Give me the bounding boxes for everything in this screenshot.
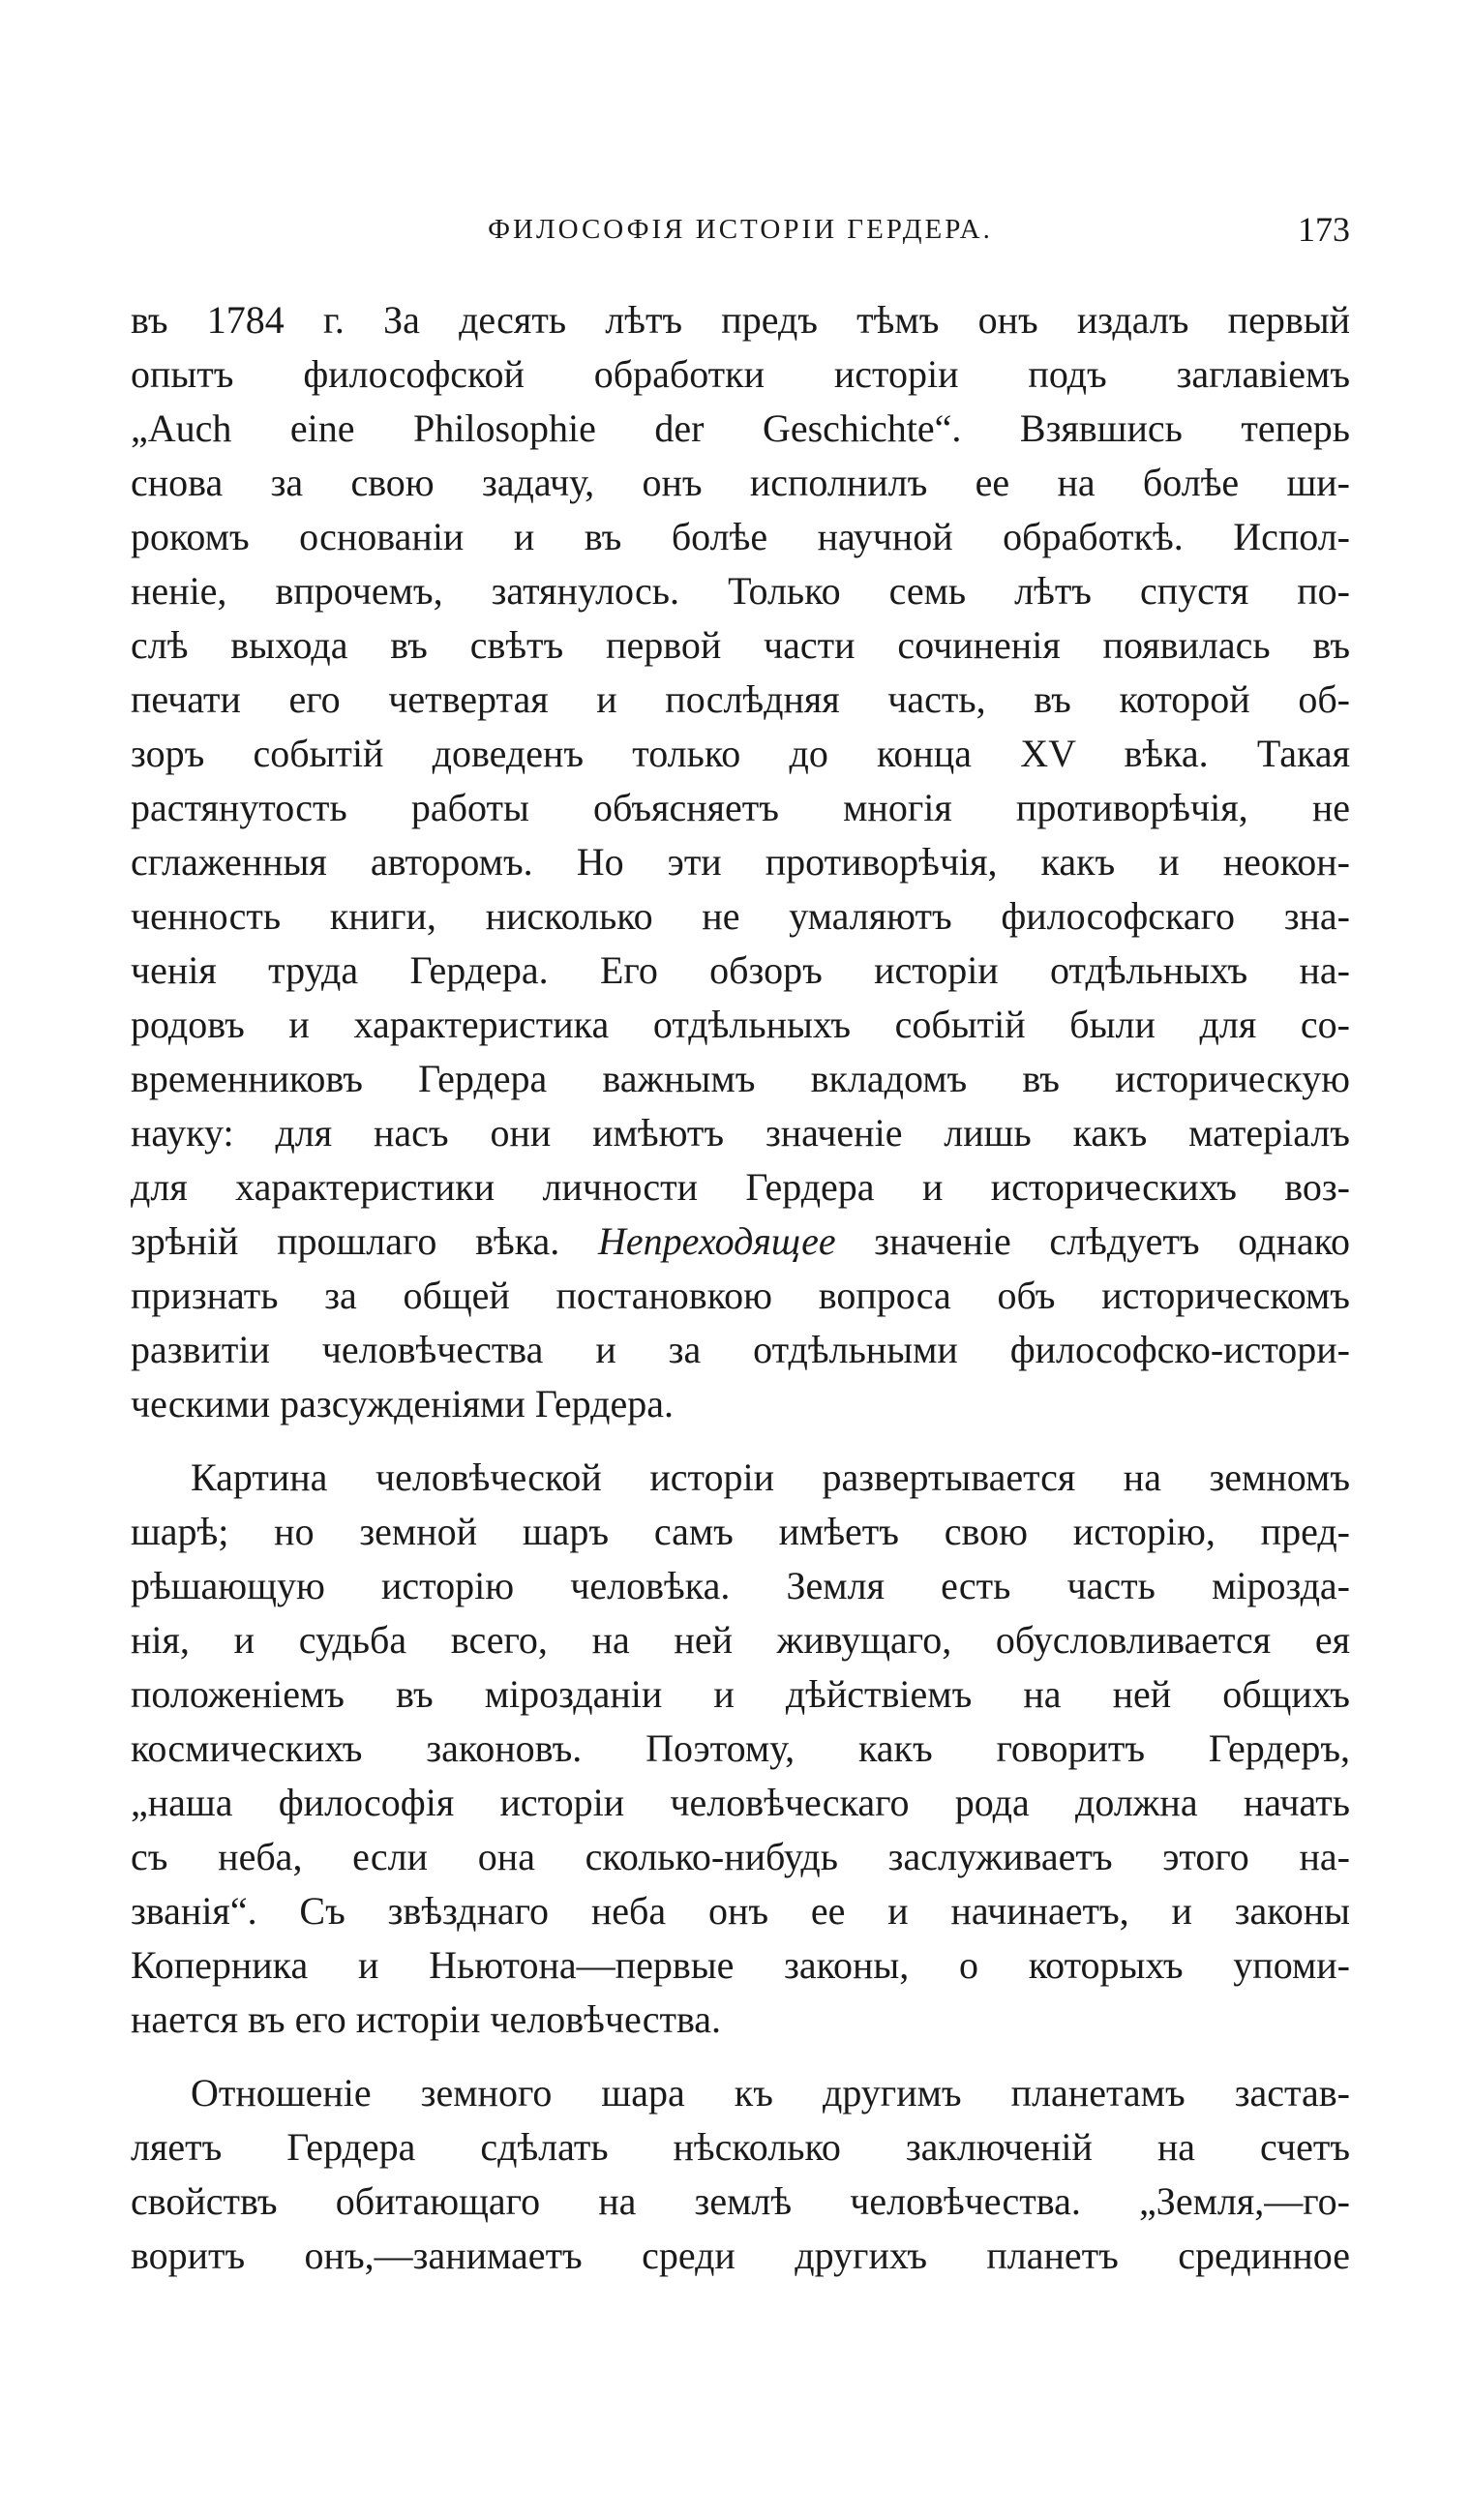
running-head bbox=[131, 205, 1350, 254]
text-line: ченія труда Гердера. Его обзоръ исторіи отдѣльныхъ на- bbox=[131, 948, 1350, 992]
text-line: воритъ онъ,—занимаетъ среди другихъ планетъ срединное bbox=[131, 2234, 1350, 2277]
paragraph-2 bbox=[131, 1451, 1350, 2047]
text-line: признать за общей постановкою вопроса объ историческомъ bbox=[131, 1274, 1350, 1317]
text-line: слѣ выхода въ свѣтъ первой части сочиненія появилась въ bbox=[131, 623, 1350, 667]
text-line: сглаженныя авторомъ. Но эти противорѣчія, какъ и неокон- bbox=[131, 840, 1350, 884]
text-line: ляетъ Гердера сдѣлать нѣсколько заключеній на счетъ bbox=[131, 2125, 1350, 2169]
text-line: нія, и судьба всего, на ней живущаго, обусловливается ея bbox=[131, 1618, 1350, 1662]
paragraph-spacer bbox=[131, 2047, 1350, 2066]
text-line: Отношеніе земного шара къ другимъ планетамъ застав- bbox=[191, 2071, 1350, 2115]
text-line: положеніемъ въ мірозданіи и дѣйствіемъ на ней общихъ bbox=[131, 1672, 1350, 1716]
body-text bbox=[131, 293, 1350, 2283]
text-line: шарѣ; но земной шаръ самъ имѣетъ свою исторію, пред- bbox=[131, 1510, 1350, 1553]
text-line: зоръ событій доведенъ только до конца XV вѣка. Такая bbox=[131, 732, 1350, 775]
text-line: растянутость работы объясняетъ многія противорѣчія, не bbox=[131, 786, 1350, 829]
text-line: званія“. Съ звѣзднаго неба онъ ее и начинаетъ, и законы bbox=[131, 1889, 1350, 1933]
page-number: 173 bbox=[1298, 210, 1350, 249]
text-line: опытъ философской обработки исторіи подъ заглавіемъ bbox=[131, 352, 1350, 396]
text-line: ченность книги, нисколько не умаляютъ философскаго зна- bbox=[131, 894, 1350, 938]
running-title: ФИЛОСОФІЯ ИСТОРІИ ГЕРДЕРА. bbox=[488, 214, 993, 245]
text-line: въ 1784 г. За десять лѣтъ предъ тѣмъ онъ издалъ первый bbox=[131, 298, 1350, 342]
text-line: Коперника и Ньютона—первые законы, о которыхъ упоми- bbox=[131, 1943, 1350, 1987]
text-line: временниковъ Гердера важнымъ вкладомъ въ историческую bbox=[131, 1057, 1350, 1100]
text-line: рѣшающую исторію человѣка. Земля есть часть міроздa- bbox=[131, 1564, 1350, 1607]
text-segment: значеніе слѣдуетъ однако bbox=[874, 1219, 1350, 1263]
paragraph-1 bbox=[131, 293, 1350, 1431]
text-line: развитіи человѣчества и за отдѣльными философско-истори- bbox=[131, 1328, 1350, 1371]
text-line-mixed bbox=[131, 1215, 1350, 1269]
text-line: съ неба, если она сколько-нибудь заслуживаетъ этого на- bbox=[131, 1835, 1350, 1878]
text-line: космическихъ законовъ. Поэтому, какъ говоритъ Гердеръ, bbox=[131, 1726, 1350, 1770]
text-line: науку: для насъ они имѣютъ значеніе лишь какъ матеріалъ bbox=[131, 1111, 1350, 1155]
text-line: „наша философія исторіи человѣческаго рода должна начать bbox=[131, 1781, 1350, 1824]
text-line: свойствъ обитающаго на землѣ человѣчества. „Земля,—го- bbox=[131, 2179, 1350, 2223]
paragraph-spacer bbox=[131, 1431, 1350, 1451]
text-line: снова за свою задачу, онъ исполнилъ ее на болѣе ши- bbox=[131, 461, 1350, 504]
text-line: неніе, впрочемъ, затянулось. Только семь лѣтъ спустя по- bbox=[131, 569, 1350, 613]
text-line: Картина человѣческой исторіи развертывается на земномъ bbox=[191, 1455, 1350, 1499]
text-line: нается въ его исторіи человѣчества. bbox=[131, 1997, 722, 2041]
text-line: печати его четвертая и послѣдняя часть, въ которой об- bbox=[131, 677, 1350, 721]
text-line: ческими разсужденіями Гердера. bbox=[131, 1382, 674, 1425]
text-line: родовъ и характеристика отдѣльныхъ событій были для со- bbox=[131, 1003, 1350, 1046]
text-line: для характеристики личности Гердера и историческихъ воз- bbox=[131, 1165, 1350, 1209]
paragraph-3 bbox=[131, 2066, 1350, 2283]
text-segment: зрѣній прошлаго вѣка. bbox=[131, 1219, 560, 1263]
text-line: „Auch eine Philosophie der Geschichte“. Взявшись теперь bbox=[131, 406, 1350, 450]
text-line: рокомъ основаніи и въ болѣе научной обработкѣ. Испол- bbox=[131, 515, 1350, 558]
italic-emphasis: Непреходящее bbox=[597, 1219, 836, 1263]
